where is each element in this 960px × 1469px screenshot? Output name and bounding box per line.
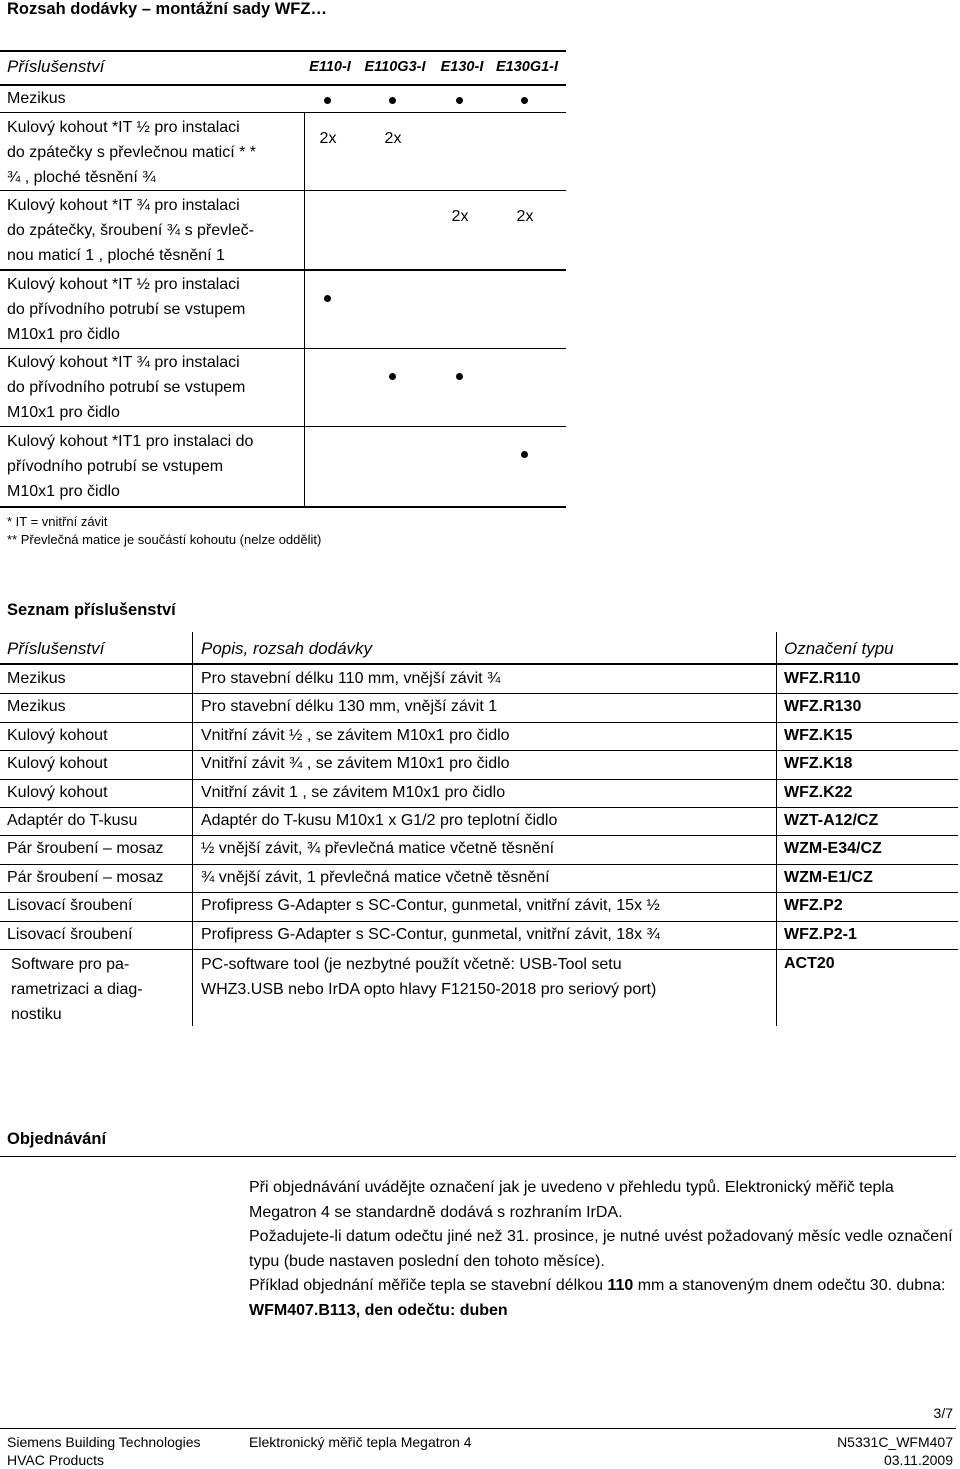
accessory-name: Software pro pa- rametrizaci a diag- nostiku <box>11 956 143 1023</box>
row-divider <box>0 864 958 865</box>
included-dot <box>324 295 331 302</box>
accessories-table <box>0 630 960 1030</box>
accessory-description: Vnitřní závit ¾ , se závitem M10x1 pro čidlo <box>201 755 510 773</box>
accessory-type-code: WZT-A12/CZ <box>784 812 879 829</box>
ordering-example: Příklad objednání měřiče tepla se stavební délkou 110 mm a stanoveným dnem odečtu 30. dubna: WFM407.B113, den odečtu: duben <box>249 1277 946 1319</box>
page-title: Rozsah dodávky – montážní sady WFZ… <box>7 0 327 18</box>
header-accessory: Příslušenství <box>7 639 105 658</box>
row-divider <box>0 779 958 780</box>
column-header-e110: E110-I <box>309 59 351 75</box>
accessory-description: Vnitřní závit ½ , se závitem M10x1 pro čidlo <box>201 726 510 744</box>
row-divider <box>0 112 566 113</box>
accessory-name: Lisovací šroubení <box>7 897 133 915</box>
included-dot <box>521 97 528 104</box>
row-divider <box>0 921 958 922</box>
page-number: 3/7 <box>933 1405 953 1421</box>
footer-date: 03.11.2009 <box>883 1452 953 1468</box>
row-divider <box>0 190 566 191</box>
included-dot <box>389 97 396 104</box>
table-row-label: Kulový kohout *IT ¾ pro instalaci do přívodního potrubí se vstupem M10x1 pro čidlo <box>7 354 246 421</box>
header-rule <box>0 663 958 665</box>
accessory-description: Profipress G-Adapter s SC-Contur, gunmetal, vnitřní závit, 18x ¾ <box>201 925 660 943</box>
accessory-description: PC-software tool (je nezbytné použít včetně: USB-Tool setu WHZ3.USB nebo IrDA opto hlavy F12150-2018 pro seriový port) <box>201 956 657 998</box>
column-header-e130: E130-I <box>440 59 484 75</box>
accessory-name: Kulový kohout <box>7 755 108 773</box>
column-header-e130g1: E130G1-I <box>495 59 559 75</box>
row-divider <box>0 949 958 950</box>
footer-rule <box>0 1428 956 1429</box>
table-top-rule <box>0 50 566 52</box>
section-rule <box>0 1156 956 1157</box>
ordering-text <box>249 1176 954 1323</box>
ordering-title: Objednávání <box>7 1130 107 1148</box>
accessory-type-code: WFZ.K22 <box>784 783 853 801</box>
quantity-label: 2x <box>319 130 337 147</box>
included-dot <box>456 373 463 380</box>
accessory-description: Vnitřní závit 1 , se závitem M10x1 pro čidlo <box>201 783 506 801</box>
accessories-title: Seznam příslušenství <box>7 601 176 619</box>
row-divider <box>0 426 566 427</box>
quantity-label: 2x <box>384 130 402 147</box>
row-divider <box>0 722 958 723</box>
footer-doc-id: N5331C_WFM407 <box>837 1434 953 1450</box>
column-divider <box>192 632 193 1026</box>
accessory-description: Profipress G-Adapter s SC-Contur, gunmetal, vnitřní závit, 15x ½ <box>201 897 660 915</box>
ordering-paragraph: Při objednávání uvádějte označení jak je uvedeno v přehledu typů. Elektronický měřič tepla Megatron 4 se standardně dodává s rozhraním IrDA. <box>249 1179 894 1221</box>
accessory-name: Mezikus <box>7 698 66 716</box>
row-divider <box>0 807 958 808</box>
accessory-description: ½ vnější závit, ¾ převlečná matice včetně těsnění <box>201 840 555 858</box>
header-description: Popis, rozsah dodávky <box>201 639 373 658</box>
table-row-label: Kulový kohout *IT ½ pro instalaci do zpátečky s převlečnou maticí * * ¾ , ploché těsnění ¾ <box>7 119 257 186</box>
included-dot <box>521 451 528 458</box>
accessory-type-code: WZM-E1/CZ <box>784 868 873 886</box>
row-divider <box>0 348 566 349</box>
accessory-name: Kulový kohout <box>7 726 108 744</box>
accessory-name: Adaptér do T-kusu <box>7 812 138 829</box>
column-divider <box>776 632 777 1026</box>
footnote-it: * IT = vnitřní závit <box>7 514 108 529</box>
footer-division: HVAC Products <box>7 1452 104 1468</box>
row-divider <box>0 750 958 751</box>
accessory-name: Kulový kohout <box>7 783 108 801</box>
footer-product: Elektronický měřič tepla Megatron 4 <box>249 1434 472 1450</box>
accessory-description: Pro stavební délku 110 mm, vnější závit ¾ <box>201 670 501 687</box>
table-row-label: Kulový kohout *IT1 pro instalaci do přívodního potrubí se vstupem M10x1 pro čidlo <box>7 433 254 500</box>
accessory-type-code: WFZ.P2-1 <box>784 925 857 943</box>
ordering-paragraph: Požadujete-li datum odečtu jiné než 31. prosince, je nutné uvést požadovaný měsíc vedle označení typu (bude nastaven poslední den tohoto měsíce). <box>249 1228 953 1270</box>
accessory-type-code: WFZ.P2 <box>784 897 843 915</box>
row-divider <box>0 892 958 893</box>
accessory-name: Lisovací šroubení <box>7 925 133 943</box>
table-header-label: Příslušenství <box>7 57 105 76</box>
accessory-description: Adaptér do T-kusu M10x1 x G1/2 pro teplotní čidlo <box>201 812 558 829</box>
accessory-name: Pár šroubení – mosaz <box>7 840 164 858</box>
accessory-description: Pro stavební délku 130 mm, vnější závit 1 <box>201 698 498 716</box>
footer-company: Siemens Building Technologies <box>7 1434 201 1450</box>
scope-of-delivery-table <box>0 50 566 510</box>
accessory-type-code: WFZ.R130 <box>784 698 862 716</box>
quantity-label: 2x <box>451 208 469 225</box>
table-row-label: Kulový kohout *IT ¾ pro instalaci do zpátečky, šroubení ¾ s převleč- nou maticí 1 , ploché těsnění 1 <box>7 197 254 264</box>
table-bottom-rule <box>0 506 566 508</box>
label-column-divider <box>304 112 305 506</box>
accessory-name: Mezikus <box>7 670 66 687</box>
column-header-e110g3: E110G3-I <box>364 59 426 75</box>
quantity-label: 2x <box>516 208 534 225</box>
row-divider <box>0 835 958 836</box>
table-row-label: Mezikus <box>7 90 66 107</box>
accessory-type-code: WFZ.R110 <box>784 670 861 687</box>
header-type-code: Označení typu <box>784 639 894 658</box>
row-divider <box>0 269 566 271</box>
accessory-type-code: WFZ.K18 <box>784 755 853 773</box>
accessory-type-code: WZM-E34/CZ <box>784 840 882 858</box>
included-dot <box>456 97 463 104</box>
included-dot <box>324 97 331 104</box>
footnote-nut: ** Převlečná matice je součástí kohoutu (nelze oddělit) <box>7 532 322 547</box>
included-dot <box>389 373 396 380</box>
accessory-type-code: WFZ.K15 <box>784 726 853 744</box>
table-row-label: Kulový kohout *IT ½ pro instalaci do přívodního potrubí se vstupem M10x1 pro čidlo <box>7 276 246 343</box>
accessory-name: Pár šroubení – mosaz <box>7 868 164 886</box>
accessory-type-code: ACT20 <box>784 955 835 972</box>
row-divider <box>0 693 958 694</box>
accessory-description: ¾ vnější závit, 1 převlečná matice včetně těsnění <box>201 868 550 886</box>
